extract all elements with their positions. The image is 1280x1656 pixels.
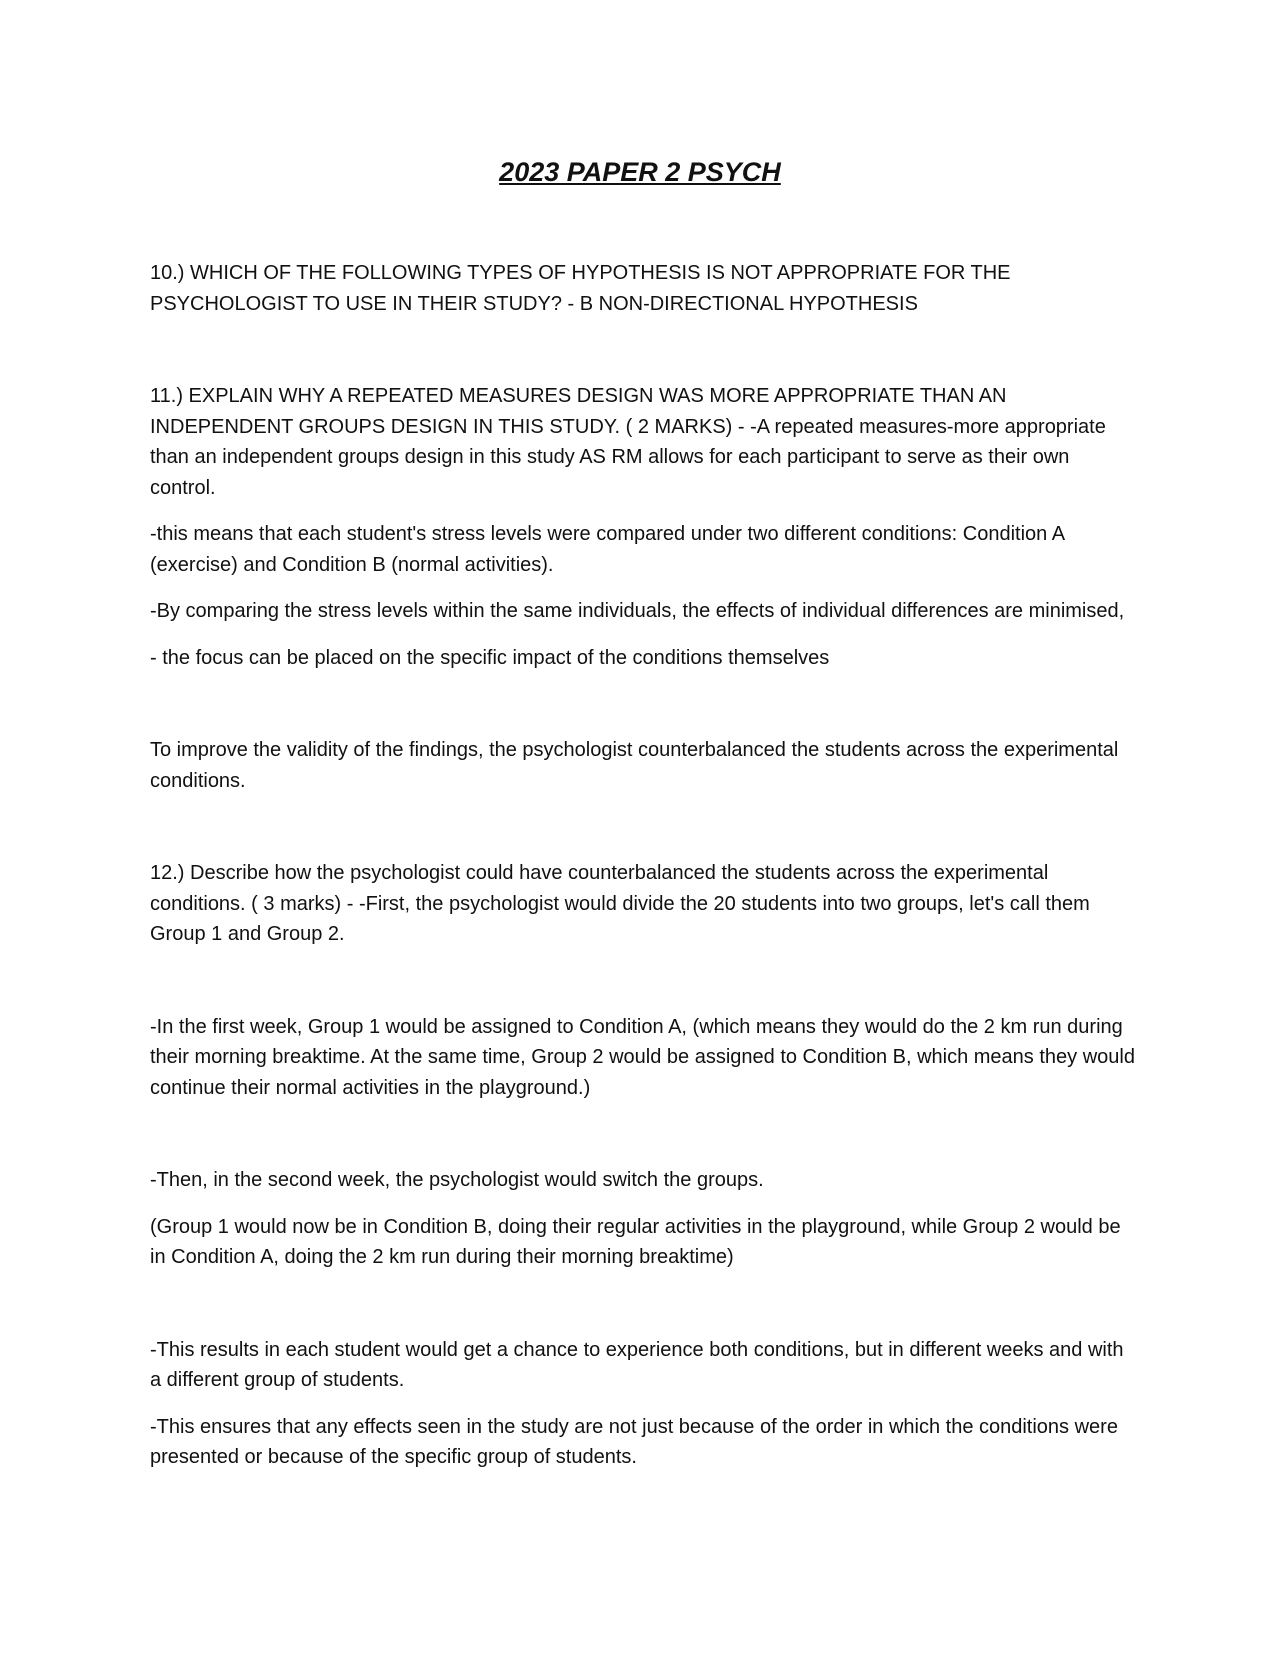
answer-paragraph: -this means that each student's stress levels were compared under two different conditions: Condition A (exercise) and Condition B (normal activities). <box>150 523 1064 576</box>
answer-paragraph: -In the first week, Group 1 would be assigned to Condition A, (which means they would do the 2 km run during their morning breaktime. At the same time, Group 2 would be assigned to Condition B, which means they would continue their normal activities in the playground.) <box>150 1015 1135 1099</box>
answer-paragraph: -By comparing the stress levels within the same individuals, the effects of individual differences are minimised, <box>150 600 1125 622</box>
spacer <box>150 796 1135 858</box>
document-body <box>150 258 1135 1473</box>
spacer <box>150 950 1135 1012</box>
question-12-paragraph: 12.) Describe how the psychologist could have counterbalanced the students across the experimental conditions. ( 3 marks) - -First, the psychologist would divide the 20 students into two groups, let's call them Group 1 and Group 2. <box>150 862 1090 945</box>
spacer <box>150 673 1135 735</box>
spacer <box>150 1273 1135 1335</box>
spacer <box>150 319 1135 381</box>
spacer <box>150 503 1135 519</box>
spacer <box>150 1396 1135 1412</box>
document-title: 2023 PAPER 2 PSYCH <box>499 157 781 187</box>
spacer <box>150 1103 1135 1165</box>
spacer <box>150 1196 1135 1212</box>
answer-paragraph: -This ensures that any effects seen in the study are not just because of the order in which the conditions were presented or because of the specific group of students. <box>150 1415 1118 1468</box>
question-10-paragraph: 10.) WHICH OF THE FOLLOWING TYPES OF HYPOTHESIS IS NOT APPROPRIATE FOR THE PSYCHOLOGIST TO USE IN THEIR STUDY? - B NON-DIRECTIONAL HYPOTHESIS <box>150 262 1011 315</box>
answer-paragraph: - the focus can be placed on the specific impact of the conditions themselves <box>150 646 830 669</box>
spacer <box>150 580 1135 596</box>
answer-paragraph: (Group 1 would now be in Condition B, doing their regular activities in the playground, while Group 2 would be in Condition A, doing the 2 km run during their morning breaktime) <box>150 1215 1121 1268</box>
question-11-paragraph: 11.) EXPLAIN WHY A REPEATED MEASURES DESIGN WAS MORE APPROPRIATE THAN AN INDEPENDENT GROUPS DESIGN IN THIS STUDY. ( 2 MARKS) - -A repeated measures-more appropriate than an independent groups design in this study AS RM allows for each participant to serve as their own control. <box>150 385 1106 499</box>
answer-paragraph: -This results in each student would get a chance to experience both conditions, but in different weeks and with a different group of students. <box>150 1338 1124 1391</box>
context-paragraph: To improve the validity of the findings, the psychologist counterbalanced the students across the experimental conditions. <box>150 739 1119 792</box>
spacer <box>150 627 1135 643</box>
answer-paragraph: -Then, in the second week, the psychologist would switch the groups. <box>150 1169 764 1191</box>
